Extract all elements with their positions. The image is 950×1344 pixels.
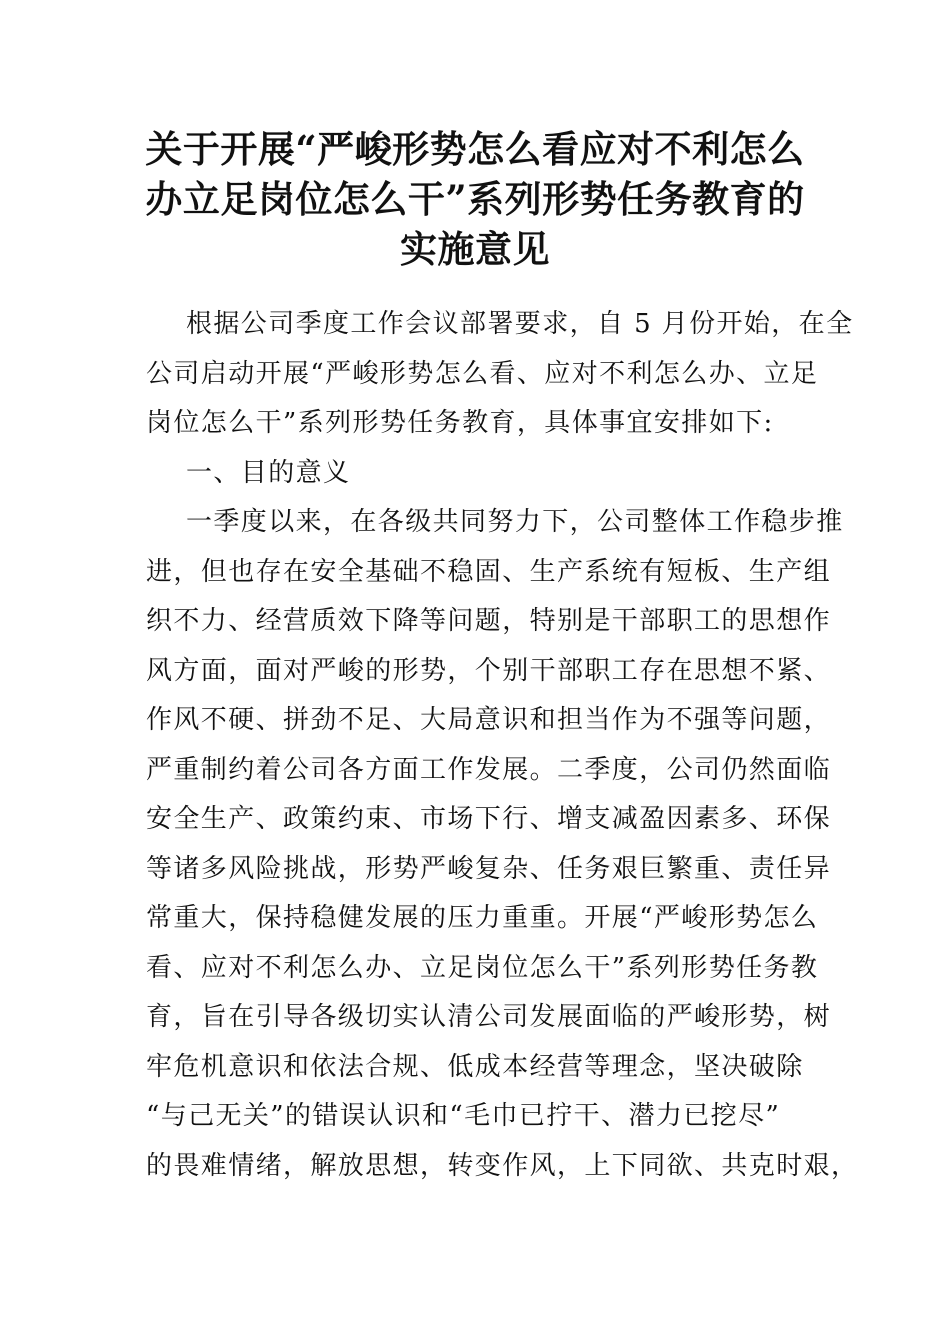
body-line: 一季度以来，在各级共同努力下，公司整体工作稳步推 — [186, 507, 844, 537]
body-line: 安全生产、政策约束、市场下行、增支减盈因素多、环保 — [146, 804, 832, 834]
body-line: 看、应对不利怎么办、立足岗位怎么干”系列形势任务教 — [146, 952, 819, 983]
body-line: 岗位怎么干”系列形势任务教育，具体事宜安排如下: — [146, 408, 774, 438]
body-line: 进，但也存在安全基础不稳固、生产系统有短板、生产组 — [146, 556, 832, 587]
body-line: 根据公司季度工作会议部署要求，自 5 月份开始，在全 — [186, 309, 854, 339]
body-line: 牢危机意识和依法合规、低成本经营等理念，坚决破除 — [146, 1051, 804, 1082]
document-title — [120, 124, 830, 274]
title-line: 办立足岗位怎么干”系列形势任务教育的 — [145, 177, 805, 221]
body-line: 织不力、经营质效下降等问题，特别是干部职工的思想作 — [146, 606, 832, 636]
body-line: 的畏难情绪，解放思想，转变作风，上下同欲、共克时艰， — [146, 1150, 859, 1181]
body-line: 育，旨在引导各级切实认清公司发展面临的严峻形势，树 — [146, 1002, 832, 1032]
body-line: 风方面，面对严峻的形势，个别干部职工存在思想不紧、 — [146, 655, 832, 686]
body-line: 作风不硬、拼劲不足、大局意识和担当作为不强等问题， — [146, 705, 832, 735]
body-line: “与己无关”的错误认识和“毛巾已拧干、潜力已挖尽” — [146, 1101, 781, 1131]
section-heading: 一、目的意义 — [186, 457, 351, 488]
body-line: 常重大，保持稳健发展的压力重重。开展“严峻形势怎么 — [146, 903, 819, 933]
body-line: 严重制约着公司各方面工作发展。二季度，公司仍然面临 — [146, 754, 832, 785]
body-line: 公司启动开展“严峻形势怎么看、应对不利怎么办、立足 — [146, 358, 819, 389]
body-line: 等诸多风险挑战，形势严峻复杂、任务艰巨繁重、责任异 — [146, 853, 832, 884]
title-line: 实施意见 — [400, 227, 550, 271]
document-body — [146, 300, 859, 1191]
title-line: 关于开展“严峻形势怎么看应对不利怎么 — [145, 127, 805, 171]
